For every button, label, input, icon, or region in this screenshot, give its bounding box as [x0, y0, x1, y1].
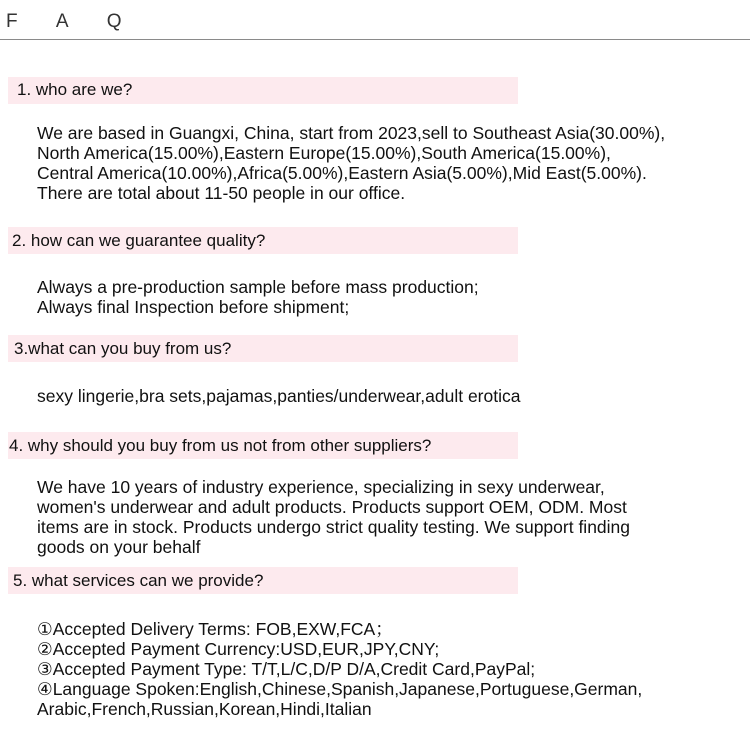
answer-1-line: North America(15.00%),Eastern Europe(15.00%),South America(15.00%), — [37, 143, 611, 163]
answer-4-line: items are in stock. Products undergo strict quality testing. We support finding — [37, 517, 631, 537]
answer-1-line: There are total about 11-50 people in our office. — [37, 183, 406, 203]
answer-4 — [37, 477, 630, 557]
answer-3-line: sexy lingerie,bra sets,pajamas,panties/underwear,adult erotica — [37, 386, 521, 406]
answer-2-line: Always a pre-production sample before mass production; — [37, 277, 479, 297]
answer-3 — [37, 386, 520, 406]
answer-4-line: women's underwear and adult products. Products support OEM, ODM. Most — [37, 497, 627, 517]
answer-4-line: We have 10 years of industry experience, specializing in sexy underwear, — [37, 477, 605, 497]
answer-1-line: Central America(10.00%),Africa(5.00%),Eastern Asia(5.00%),Mid East(5.00%). — [37, 163, 647, 183]
page-title: F A Q — [6, 11, 139, 32]
answer-5 — [37, 619, 642, 719]
answer-4-line: goods on your behalf — [37, 537, 201, 557]
question-4: 4. why should you buy from us not from other suppliers? — [9, 436, 432, 455]
title-divider — [0, 39, 750, 40]
answer-5-line: ④Language Spoken:English,Chinese,Spanish,Japanese,Portuguese,German, — [37, 679, 643, 699]
answer-5-line: Arabic,French,Russian,Korean,Hindi,Italian — [37, 699, 372, 719]
answer-5-line: ①Accepted Delivery Terms: FOB,EXW,FCA； — [37, 619, 393, 639]
question-3: 3.what can you buy from us? — [14, 339, 232, 358]
answer-1-line: We are based in Guangxi, China, start from 2023,sell to Southeast Asia(30.00%), — [37, 123, 666, 143]
question-2: 2. how can we guarantee quality? — [12, 231, 266, 250]
answer-5-line: ②Accepted Payment Currency:USD,EUR,JPY,CNY; — [37, 639, 440, 659]
answer-1 — [37, 123, 665, 203]
answer-2 — [37, 277, 479, 317]
question-1: 1. who are we? — [17, 80, 133, 99]
question-5: 5. what services can we provide? — [13, 571, 264, 590]
answer-2-line: Always final Inspection before shipment; — [37, 297, 350, 317]
answer-5-line: ③Accepted Payment Type: T/T,L/C,D/P D/A,Credit Card,PayPal; — [37, 659, 536, 679]
